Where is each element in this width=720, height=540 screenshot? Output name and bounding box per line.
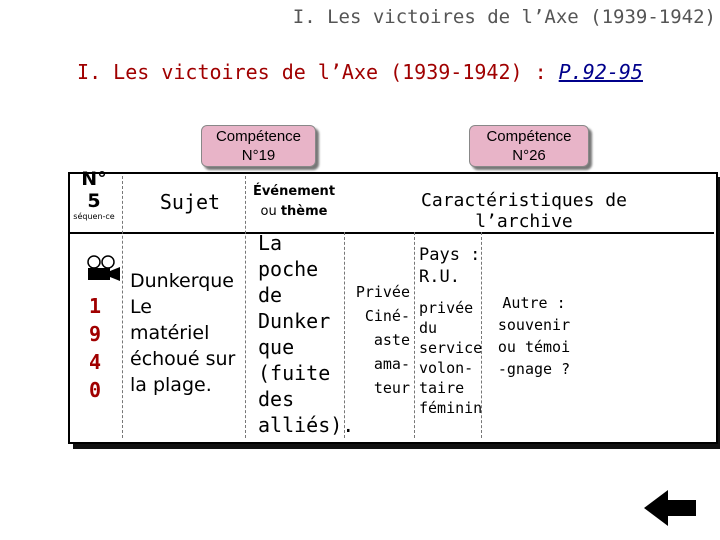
pays-line: du bbox=[419, 319, 438, 337]
column-divider bbox=[414, 232, 415, 438]
pays-cell bbox=[419, 244, 489, 418]
sujet-line: Le bbox=[130, 296, 152, 318]
competence-26-label: Compétence bbox=[486, 128, 572, 145]
sequence-number-symbol: N° bbox=[81, 168, 107, 190]
event-line: de bbox=[258, 283, 283, 307]
pays-line: privée bbox=[419, 299, 474, 317]
competence-26-number: N°26 bbox=[512, 147, 546, 164]
year-digit: 4 bbox=[88, 350, 102, 374]
year-vertical bbox=[80, 292, 110, 404]
arrow-left-icon[interactable] bbox=[642, 488, 698, 528]
event-line: Dunker bbox=[258, 309, 331, 333]
top-title: I. Les victoires de l’Axe (1939-1942) bbox=[292, 6, 716, 28]
autre-cell bbox=[486, 292, 582, 380]
type-line: Privée bbox=[355, 283, 410, 301]
event-header bbox=[246, 182, 342, 222]
type-line: ama- bbox=[373, 355, 410, 373]
sujet-line: échoué sur bbox=[130, 348, 236, 370]
sequence-number-value: 5 bbox=[87, 190, 101, 212]
column-divider bbox=[122, 176, 123, 438]
type-line: aste bbox=[373, 331, 410, 349]
main-title-text: I. Les victoires de l’Axe (1939-1942) : bbox=[77, 60, 559, 84]
competence-19-number: N°19 bbox=[241, 147, 276, 164]
year-digit: 9 bbox=[88, 322, 102, 346]
event-line: des bbox=[258, 387, 295, 411]
type-line: teur bbox=[373, 379, 410, 397]
competence-26-badge bbox=[469, 125, 589, 167]
caracteristiques-header: Caractéristiques de l’archive bbox=[421, 190, 627, 232]
event-header-line1: Événement bbox=[252, 184, 336, 199]
main-title bbox=[0, 60, 720, 84]
page-ref-link[interactable]: P.92-95 bbox=[558, 60, 643, 84]
type-line: Ciné- bbox=[364, 307, 410, 325]
sequence-label: séquen-ce bbox=[73, 212, 115, 221]
pays-line: taire bbox=[419, 379, 465, 397]
pays-line: service bbox=[419, 339, 483, 357]
sujet-line: Dunkerque bbox=[130, 270, 234, 292]
event-header-or: ou bbox=[260, 204, 281, 219]
sujet-line: la plage. bbox=[130, 374, 212, 396]
event-line: (fuite bbox=[258, 361, 331, 385]
autre-line: -gnage ? bbox=[497, 360, 571, 378]
pays-label: Pays : bbox=[419, 245, 481, 265]
year-digit: 1 bbox=[88, 294, 102, 318]
event-line: alliés). bbox=[258, 413, 355, 437]
competence-19-badge bbox=[201, 125, 316, 167]
autre-line: Autre : bbox=[502, 294, 566, 312]
sujet-line: matériel bbox=[130, 322, 210, 344]
pays-value: R.U. bbox=[419, 267, 460, 287]
year-digit: 0 bbox=[88, 378, 102, 402]
movie-camera-icon bbox=[82, 254, 122, 284]
event-line: poche bbox=[258, 257, 319, 281]
event-header-theme: thème bbox=[280, 204, 328, 219]
sujet-cell bbox=[130, 268, 250, 398]
autre-line: ou témoi bbox=[497, 338, 571, 356]
event-line: que bbox=[258, 335, 295, 359]
competence-19-label: Compétence bbox=[215, 128, 302, 145]
autre-line: souvenir bbox=[497, 316, 571, 334]
pays-line: féminin bbox=[419, 399, 483, 417]
sequence-number-header bbox=[76, 168, 112, 212]
type-cell bbox=[340, 280, 410, 400]
sujet-header: Sujet bbox=[159, 190, 221, 214]
pays-line: volon- bbox=[419, 359, 474, 377]
event-line: La bbox=[258, 231, 283, 255]
